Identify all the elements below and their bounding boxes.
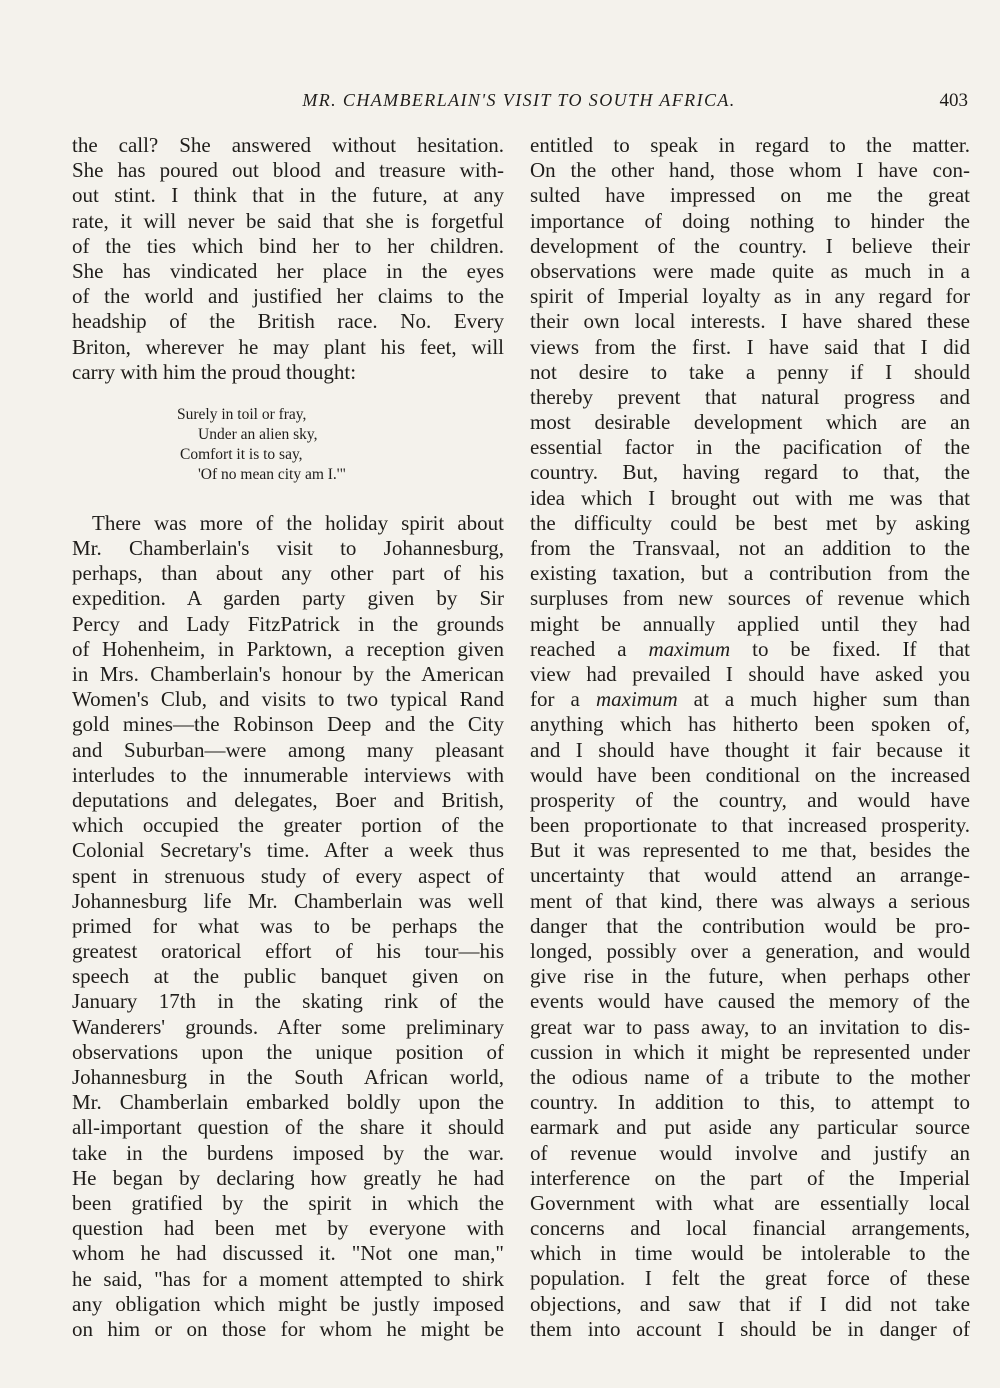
text-line: Percy and Lady FitzPatrick in the grounds	[72, 611, 504, 636]
text-line: views from the first. I have said that I did	[530, 334, 970, 359]
text-line: take in the burdens imposed by the war.	[72, 1140, 504, 1165]
text-line: view had prevailed I should have asked you	[530, 661, 970, 686]
text-line: primed for what was to be perhaps the	[72, 913, 504, 938]
text-line: their own local interests. I have shared these	[530, 309, 970, 334]
text-line: anything which has hitherto been spoken of,	[530, 712, 970, 737]
text-line: deputations and delegates, Boer and British,	[72, 787, 504, 812]
text-line: expedition. A garden party given by Sir	[72, 586, 504, 611]
running-header	[70, 90, 968, 114]
text-line: Johannesburg life Mr. Chamberlain was well	[72, 888, 504, 913]
text-line: spent in strenuous study of every aspect of	[72, 863, 504, 888]
text-line: he said, "has for a moment attempted to shirk	[72, 1266, 504, 1291]
text-line: earmark and put aside any particular source	[530, 1115, 970, 1140]
text-line: which in time would be intolerable to the	[530, 1241, 970, 1266]
text-line: events would have caused the memory of the	[530, 989, 970, 1014]
text-line: perhaps, than about any other part of his	[72, 561, 504, 586]
text-line: on him or on those for whom he might be	[72, 1316, 504, 1341]
text-line: the odious name of a tribute to the mother	[530, 1064, 970, 1089]
text-line: idea which I brought out with me was that	[530, 485, 970, 510]
text-line: objections, and saw that if I did not take	[530, 1291, 970, 1316]
text-line: question had been met by everyone with	[72, 1216, 504, 1241]
text-line: give rise in the future, when perhaps other	[530, 964, 970, 989]
left-column	[72, 133, 504, 1342]
text-line: great war to pass away, to an invitation to dis-	[530, 1014, 970, 1039]
paragraph-1	[72, 133, 504, 385]
text-line: whom he had discussed it. "Not one man,"	[72, 1241, 504, 1266]
text-line: Briton, wherever he may plant his feet, will	[72, 334, 504, 359]
text-line: danger that the contribution would be pro-	[530, 913, 970, 938]
text-line: Colonial Secretary's time. After a week thus	[72, 838, 504, 863]
text-line: importance of doing nothing to hinder the	[530, 208, 970, 233]
text-line: Johannesburg in the South African world,	[72, 1065, 504, 1089]
text-line: January 17th in the skating rink of the	[72, 989, 504, 1014]
text-line: interludes to the innumerable interviews with	[72, 762, 504, 787]
text-line: from the Transvaal, not an addition to the	[530, 536, 970, 560]
text-line: observations upon the unique position of	[72, 1039, 504, 1064]
text-line: for a maximum at a much higher sum than	[530, 687, 970, 712]
text-line: essential factor in the pacification of the	[530, 435, 970, 460]
text-line: most desirable development which are an	[530, 410, 970, 435]
text-line: country. But, having regard to that, the	[530, 460, 970, 485]
text-line: speech at the public banquet given on	[72, 964, 504, 989]
text-line: country. In addition to this, to attempt to	[530, 1090, 970, 1115]
text-line: the call? She answered without hesitation.	[72, 133, 504, 157]
text-line: out stint. I think that in the future, at any	[72, 183, 504, 208]
text-line: cussion in which it might be represented under	[530, 1039, 970, 1064]
text-line: them into account I should be in danger of	[530, 1316, 970, 1341]
text-line: of revenue would involve and justify an	[530, 1140, 970, 1165]
text-line: the difficulty could be best met by asking	[530, 510, 970, 535]
paragraph-2	[72, 511, 504, 1342]
text-line: spirit of Imperial loyalty as in any regard for	[530, 284, 970, 309]
text-line: Mr. Chamberlain embarked boldly upon the	[72, 1090, 504, 1115]
text-line: thereby prevent that natural progress and	[530, 384, 970, 409]
text-line: been proportionate to that increased prosperity.	[530, 813, 970, 838]
text-line: and I should have thought it fair because it	[530, 737, 970, 762]
text-line: uncertainty that would attend an arrange-	[530, 863, 970, 888]
text-line: sulted have impressed on me the great	[530, 183, 970, 208]
text-line: been gratified by the spirit in which the	[72, 1190, 504, 1215]
text-line: development of the country. I believe their	[530, 233, 970, 258]
right-column	[530, 133, 970, 1342]
text-line: prosperity of the country, and would have	[530, 787, 970, 812]
text-line: greatest oratorical effort of his tour—his	[72, 939, 504, 964]
text-line: of the ties which bind her to her children.	[72, 233, 504, 258]
text-line: interference on the part of the Imperial	[530, 1165, 970, 1190]
text-line: She has vindicated her place in the eyes	[72, 258, 504, 283]
text-line: might be annually applied until they had	[530, 611, 970, 636]
text-line: headship of the British race. No. Every	[72, 309, 504, 334]
text-line: in Mrs. Chamberlain's honour by the American	[72, 662, 504, 686]
text-line: Government with what are essentially local	[530, 1190, 970, 1215]
text-line: reached a maximum to be fixed. If that	[530, 636, 970, 661]
text-line: Mr. Chamberlain's visit to Johannesburg,	[72, 536, 504, 561]
text-line: and Suburban—were among many pleasant	[72, 737, 504, 762]
page-number: 403	[939, 90, 968, 111]
text-line: which occupied the greater portion of the	[72, 813, 504, 838]
text-line: She has poured out blood and treasure with-	[72, 158, 504, 183]
text-line: of Hohenheim, in Parktown, a reception given	[72, 636, 504, 661]
text-line: concerns and local financial arrangements,	[530, 1216, 970, 1241]
text-line: ment of that kind, there was always a serious	[530, 888, 970, 913]
text-line: all-important question of the share it should	[72, 1115, 504, 1140]
text-line: surpluses from new sources of revenue which	[530, 586, 970, 611]
text-line: carry with him the proud thought:	[72, 359, 357, 384]
verse-quotation	[72, 405, 504, 485]
text-line: not desire to take a penny if I should	[530, 359, 970, 384]
text-line: But it was represented to me that, besides the	[530, 838, 970, 863]
verse-line: Comfort it is to say,	[180, 445, 303, 463]
running-title: MR. CHAMBERLAIN'S VISIT TO SOUTH AFRICA.	[302, 90, 736, 110]
text-line: population. I felt the great force of these	[530, 1266, 970, 1291]
verse-line: 'Of no mean city am I.'"	[198, 465, 346, 483]
text-line: rate, it will never be said that she is forgetful	[72, 208, 504, 233]
verse-line: Under an alien sky,	[198, 425, 318, 443]
text-line: Women's Club, and visits to two typical Rand	[72, 687, 504, 712]
text-line: would have been conditional on the increased	[530, 762, 970, 787]
text-line: entitled to speak in regard to the matter.	[530, 133, 970, 157]
text-line: observations were made quite as much in a	[530, 258, 970, 283]
text-line: There was more of the holiday spirit about	[92, 510, 504, 535]
text-line: On the other hand, those whom I have con-	[530, 158, 970, 183]
text-line: He began by declaring how greatly he had	[72, 1165, 504, 1190]
text-line: of the world and justified her claims to the	[72, 284, 504, 309]
text-line: gold mines—the Robinson Deep and the City	[72, 712, 504, 737]
text-line: Wanderers' grounds. After some preliminary	[72, 1014, 504, 1039]
verse-line: Surely in toil or fray,	[177, 405, 307, 423]
text-line: existing taxation, but a contribution from the	[530, 561, 970, 586]
text-line: longed, possibly over a generation, and would	[530, 939, 970, 963]
text-line: any obligation which might be justly imposed	[72, 1291, 504, 1316]
